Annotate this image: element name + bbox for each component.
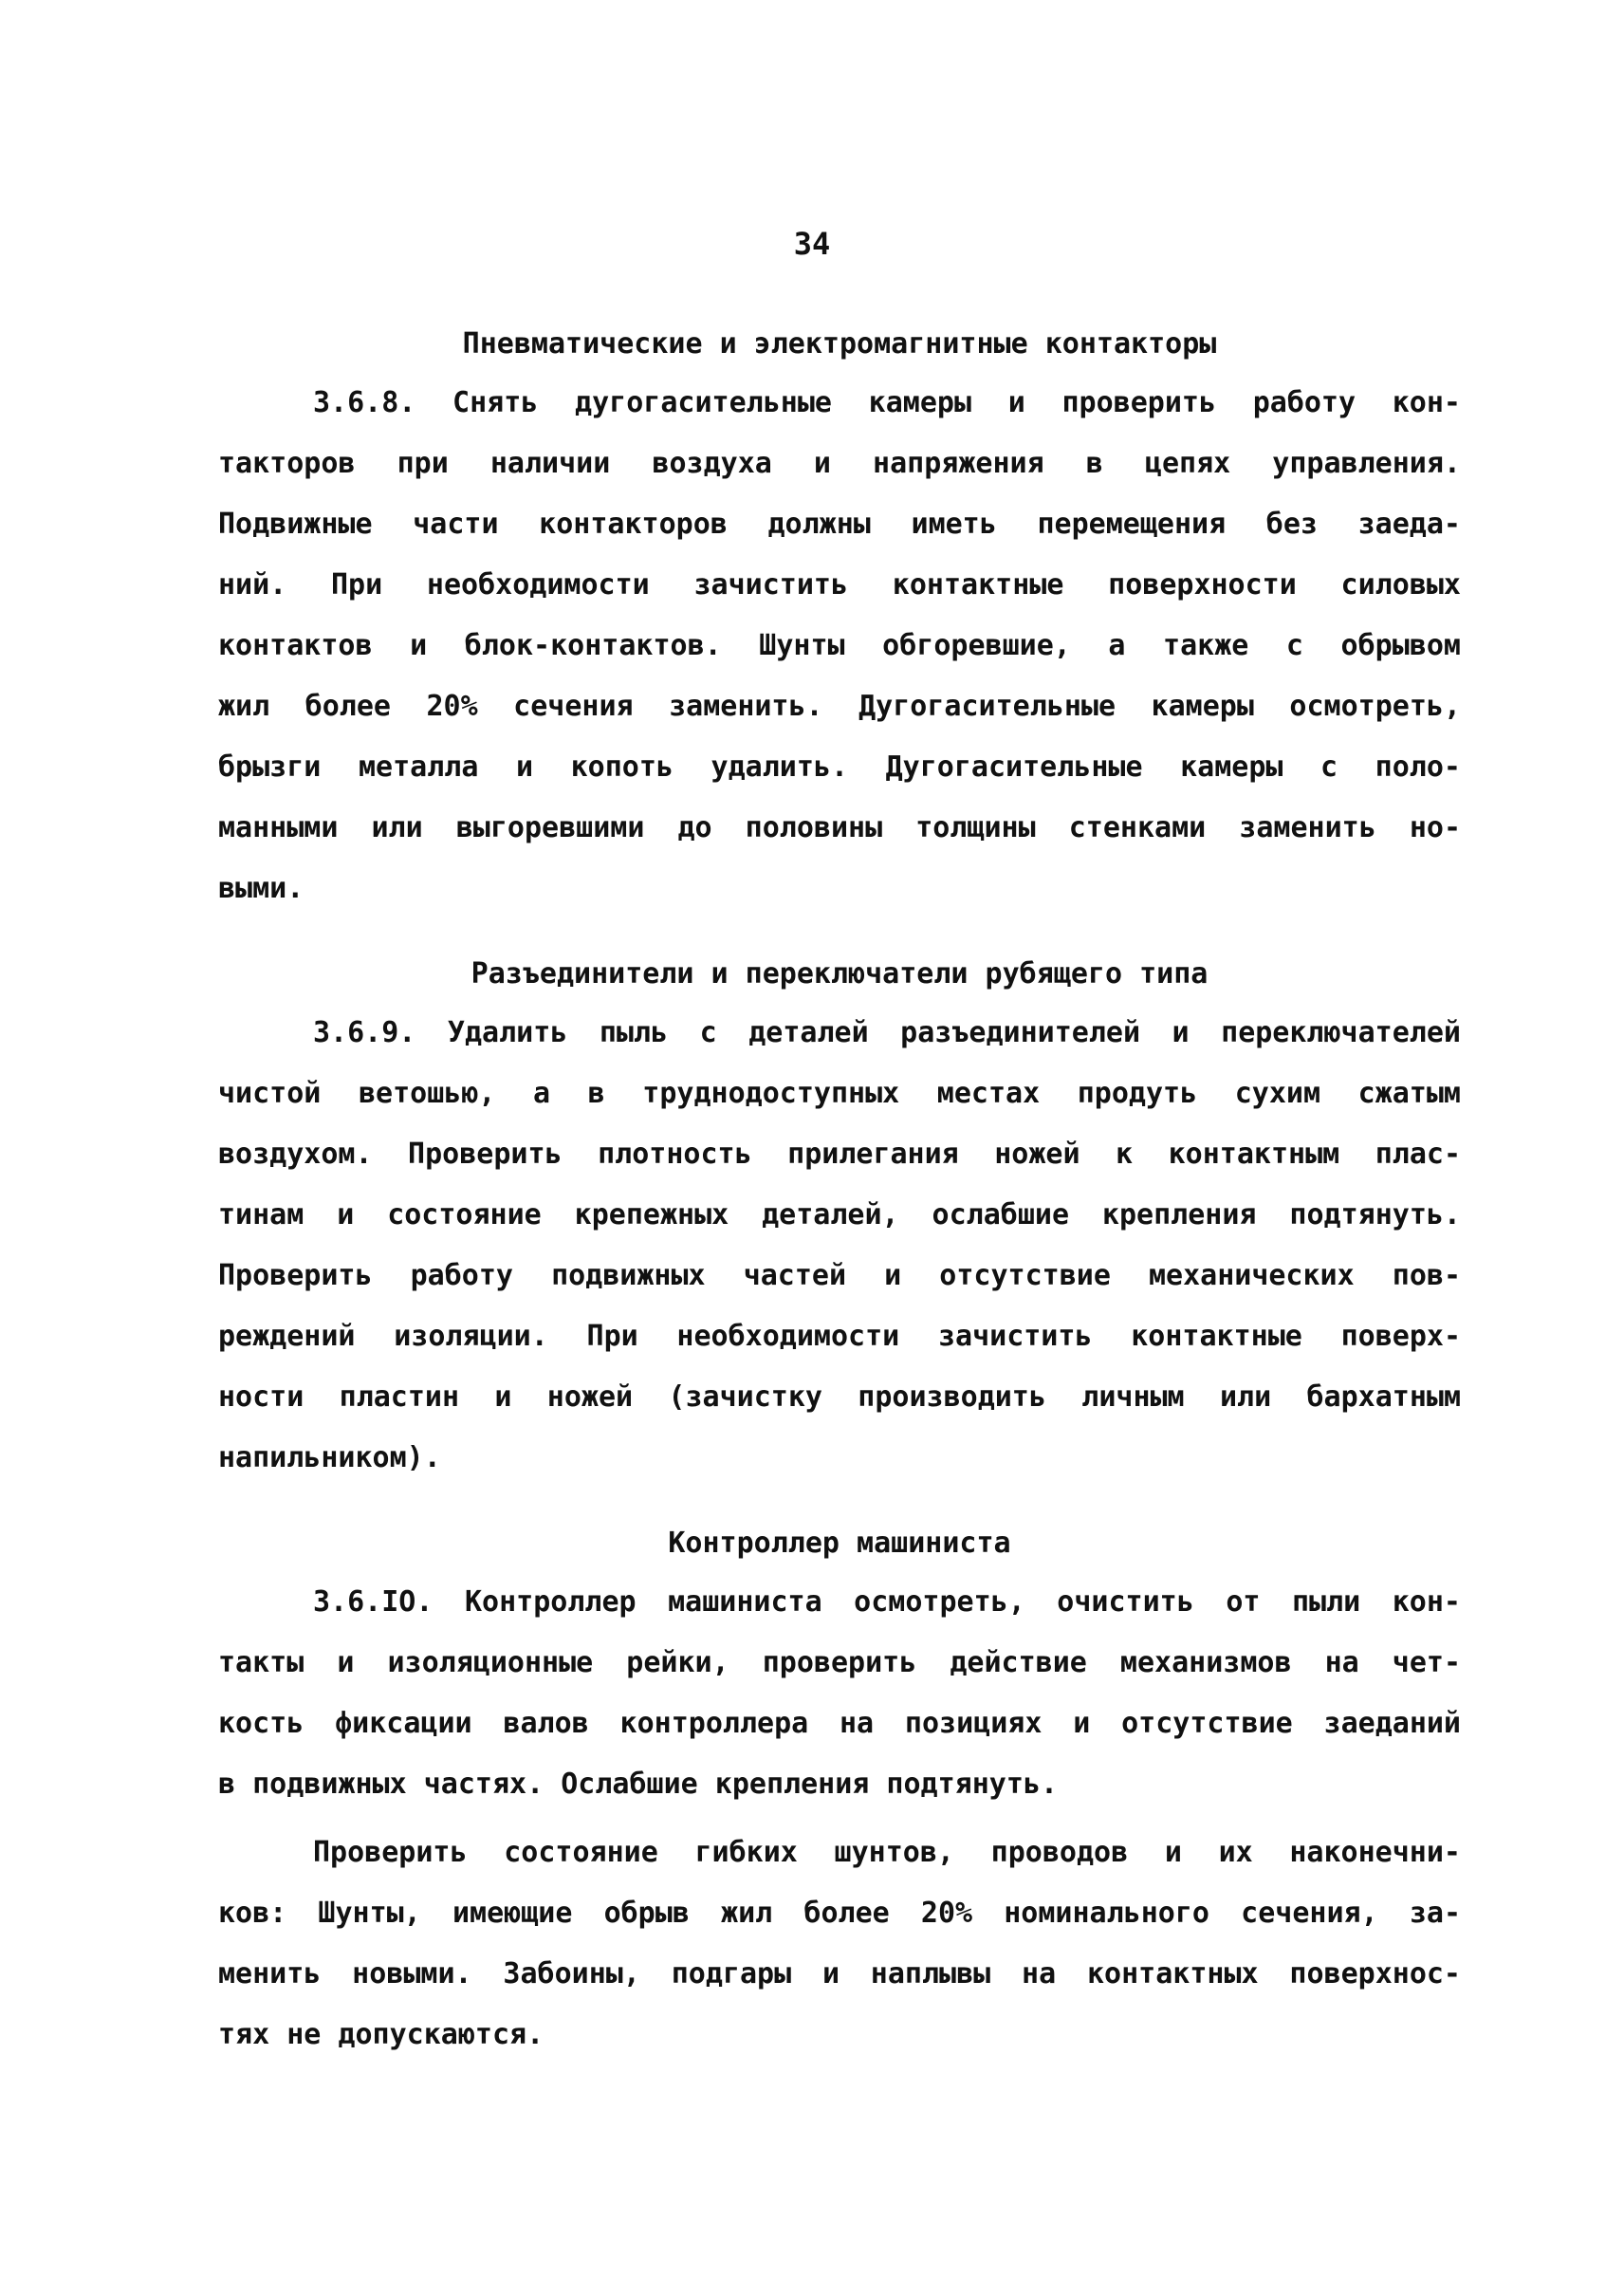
paragraph-line: в подвижных частях. Ослабшие крепления подтянуть.: [218, 1768, 1059, 1801]
paragraph-line: Проверить работу подвижных частей и отсутствие механических пов-: [218, 1259, 1461, 1292]
paragraph-line: менить новыми. Забоины, подгары и наплывы на контактных поверхнос-: [218, 1957, 1461, 1990]
page-number: 34: [793, 226, 831, 262]
paragraph-line: кость фиксации валов контроллера на позициях и отсутствие заеданий: [218, 1707, 1461, 1740]
section-heading-driver-controller: Контроллер машиниста: [668, 1527, 1011, 1560]
paragraph-line: манными или выгоревшими до половины толщины стенками заменить но-: [218, 811, 1461, 844]
paragraph-line: такторов при наличии воздуха и напряжения в цепях управления.: [218, 447, 1461, 480]
paragraph-line: реждений изоляции. При необходимости зачистить контактные поверх-: [218, 1320, 1461, 1353]
paragraph-line: ний. При необходимости зачистить контактные поверхности силовых: [218, 568, 1461, 602]
paragraph-line: тинам и состояние крепежных деталей, ослабшие крепления подтянуть.: [218, 1198, 1461, 1231]
paragraph-line: чистой ветошью, а в труднодоступных местах продуть сухим сжатым: [218, 1077, 1461, 1110]
paragraph-line: тях не допускаются.: [218, 2018, 544, 2051]
paragraph-line: Подвижные части контакторов должны иметь перемещения без заеда-: [218, 508, 1461, 541]
paragraph-line: Проверить состояние гибких шунтов, проводов и их наконечни-: [313, 1836, 1461, 1869]
paragraph-line: 3.6.9. Удалить пыль с деталей разъединителей и переключателей: [313, 1016, 1461, 1049]
paragraph-line: 3.6.8. Снять дугогасительные камеры и проверить работу кон-: [313, 386, 1461, 419]
section-heading-pneumatic-contactors: Пневматические и электромагнитные контакторы: [462, 327, 1217, 361]
paragraph-line: напильником).: [218, 1441, 441, 1474]
section-heading-disconnectors: Разъединители и переключатели рубящего типа: [471, 957, 1209, 991]
paragraph-line: 3.6.IO. Контроллер машиниста осмотреть, очистить от пыли кон-: [313, 1585, 1461, 1619]
paragraph-line: контактов и блок-контактов. Шунты обгоревшие, а также с обрывом: [218, 629, 1461, 662]
paragraph-line: брызги металла и копоть удалить. Дугогасительные камеры с поло-: [218, 750, 1461, 784]
paragraph-line: ков: Шунты, имеющие обрыв жил более 20% номинального сечения, за-: [218, 1897, 1461, 1930]
paragraph-line: такты и изоляционные рейки, проверить действие механизмов на чет-: [218, 1646, 1461, 1679]
paragraph-line: воздухом. Проверить плотность прилегания ножей к контактным плас-: [218, 1138, 1461, 1171]
paragraph-line: ности пластин и ножей (зачистку производить личным или бархатным: [218, 1380, 1461, 1414]
paragraph-line: выми.: [218, 872, 304, 905]
paragraph-line: жил более 20% сечения заменить. Дугогасительные камеры осмотреть,: [218, 690, 1461, 723]
